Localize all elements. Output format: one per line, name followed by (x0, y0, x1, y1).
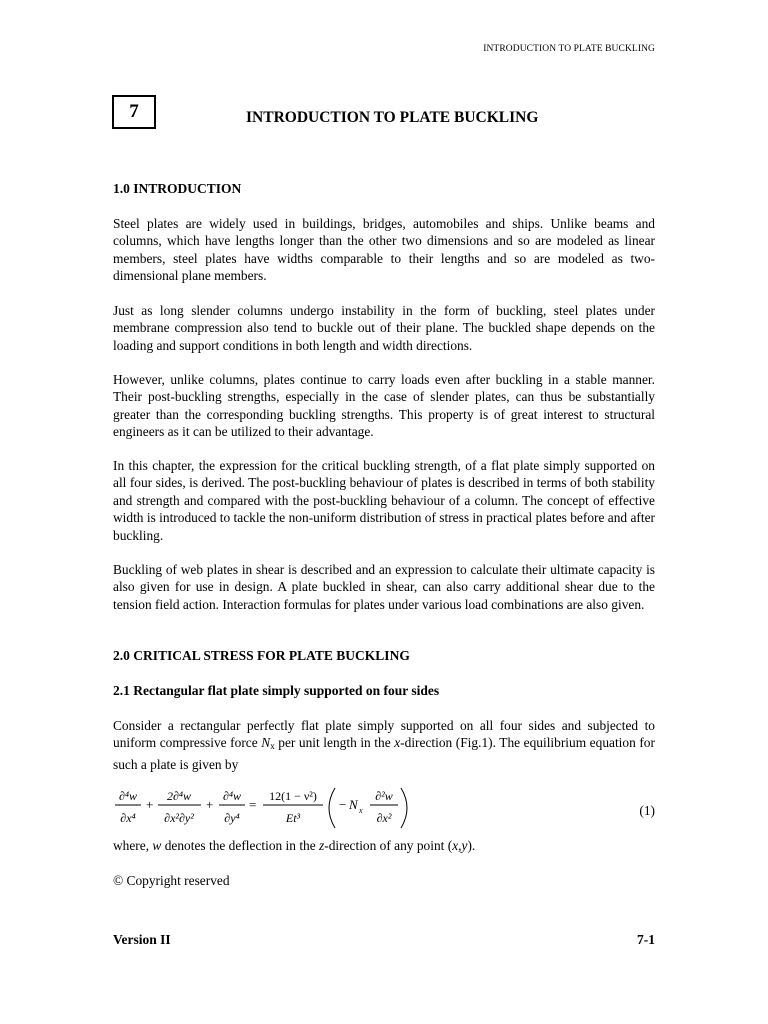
chapter-number-box: 7 (112, 95, 156, 129)
section-heading-introduction: 1.0 INTRODUCTION (113, 181, 242, 196)
eq-term3-den: ∂y⁴ (224, 811, 240, 825)
eq-term2-den: ∂x²∂y² (164, 811, 194, 825)
eq-term1-den: ∂x⁴ (120, 811, 136, 825)
eq-minus: − (339, 797, 347, 812)
eq-term5-den: ∂x² (376, 811, 392, 825)
footer-page-number: 7-1 (637, 932, 655, 947)
footer-version: Version II (113, 932, 171, 947)
equation-number: (1) (639, 803, 655, 818)
section-heading-critical-stress: 2.0 CRITICAL STRESS FOR PLATE BUCKLING (113, 648, 410, 663)
eq-plus-1: + (146, 797, 154, 812)
subsection-heading: 2.1 Rectangular flat plate simply supported on four sides (113, 683, 440, 698)
eq-term4-den: Et³ (285, 811, 301, 825)
copyright-notice: © Copyright reserved (113, 873, 230, 888)
eq-term4-num: 12(1 − ν²) (269, 789, 317, 803)
paragraph-3: However, unlike columns, plates continue to carry loads even after buckling in a stable manner. Their post-buckling strengths, especially in the case of slender plates, can thus be substantially greater than the corresponding buckling strengths. This property is of great interest to structural engineers as it can be utilized to their advantage. (113, 372, 655, 440)
equilibrium-equation (113, 784, 658, 836)
eq-Nx-sub: x (359, 806, 363, 815)
running-header: INTRODUCTION TO PLATE BUCKLING (483, 44, 655, 54)
paragraph-6: Consider a rectangular perfectly flat plate simply supported on all four sides and subjected to uniform compressive force $N_x$ per unit length in the x-direction (Fig.1). The equilibrium equation for such a plate is given by (113, 718, 655, 772)
eq-term5-num: ∂²w (375, 789, 393, 803)
eq-term2-num: 2∂⁴w (166, 789, 192, 803)
eq-plus-2: + (206, 797, 214, 812)
chapter-title: INTRODUCTION TO PLATE BUCKLING (246, 109, 539, 126)
paragraph-2: Just as long slender columns undergo instability in the form of buckling, steel plates under membrane compression also tend to buckle out of their plane. The buckled shape depends on the loading and support conditions in both length and width directions. (113, 303, 655, 353)
paragraph-4: In this chapter, the expression for the critical buckling strength, of a flat plate simply supported on all four sides, is derived. The post-buckling behaviour of plates is described in terms of both stability and strength and compared with the post-buckling behaviour of a column. The concept of effective width is introduced to tackle the non-uniform distribution of stress in practical plates before and after buckling. (113, 458, 655, 543)
paragraph-1: Steel plates are widely used in buildings, bridges, automobiles and ships. Unlike beams and columns, which have lengths longer than the other two dimensions and so are modeled as linear members, steel plates have widths comparable to their lengths and so are modeled as two-dimensional plane members. (113, 216, 655, 284)
eq-term3-num: ∂⁴w (222, 789, 242, 803)
eq-term1-num: ∂⁴w (118, 789, 138, 803)
eq-equals: = (249, 797, 257, 812)
eq-Nx: N (349, 797, 358, 812)
paragraph-5: Buckling of web plates in shear is described and an expression to calculate their ultimate capacity is also given for use in design. A plate buckled in shear, can also carry additional shear due to the tension field action. Interaction formulas for plates under various load combinations are also given. (113, 562, 655, 612)
equation-explanation: where, w denotes the deflection in the z-direction of any point (x,y). (113, 838, 476, 853)
